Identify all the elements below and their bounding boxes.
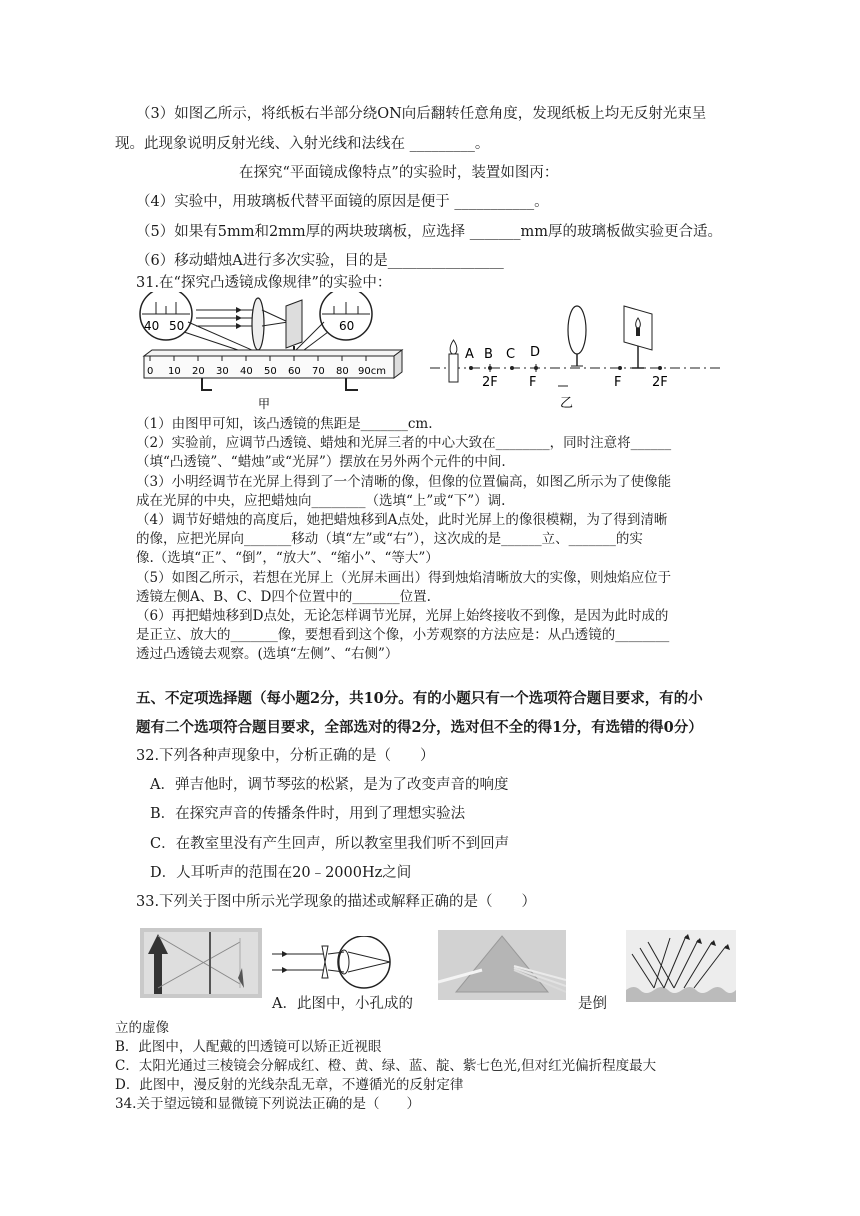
q33-figure-eye [268,936,398,996]
q6-line: （6）移动蜡烛A进行多次实验，目的是________________ [136,253,504,269]
q3-line-a: （3）如图乙所示，将纸板右半部分绕ON向后翻转任意角度，发现纸板上均无反射光束呈 [136,106,707,122]
section5-heading-line1: 五、不定项选择题（每小题2分，共10分。有的小题只有一个选项符合题目要求，有的小 [136,690,703,707]
tick-60: 60 [288,366,301,377]
q31-part-1: （1）由图甲可知，该凸透镜的焦距是_______cm. [136,416,433,432]
screen [286,300,302,348]
tick-30: 30 [216,366,229,377]
concave-lens [322,946,328,978]
point-C: C [506,347,516,362]
label-F-left: F [529,375,537,390]
q31-part-2a: （2）实验前，应调节凸透镜、蜡烛和光屏三者的中心大致在________，同时注意将______ [136,435,672,451]
q31-part-4c: 像.（选填“正”、“倒”，“放大”、“缩小”、“等大”） [136,550,439,566]
caption-yi: 乙 [560,396,574,411]
tick-90cm: 90cm [358,366,386,377]
caption-jia: 甲 [258,397,271,411]
q32-option-d: D．人耳听声的范围在20﹣2000Hz之间 [150,865,412,881]
q31-part-6c: 透过凸透镜去观察。(选填“左侧”、“右侧”） [136,646,399,662]
q31-part-4a: （4）调节好蜡烛的高度后，她把蜡烛移到A点处，此时光屏上的像很模糊，为了得到清晰 [136,512,668,528]
figure-jia-optical-bench [136,292,426,412]
tick-10: 10 [168,366,181,377]
q31-part-5b: 透镜左侧A、B、C、D四个位置中的_______位置. [136,589,431,605]
candle [449,354,458,382]
mirror-intro: 在探究“平面镜成像特点”的实验时，装置如图丙： [239,165,559,181]
convex-lens [252,298,264,350]
q33-option-a-part1: A．此图中，小孔成的 [272,996,413,1012]
q3-line-b: 现。此现象说明反射光线、入射光线和法线在 _________。 [115,136,490,152]
tick-0: 0 [147,366,154,377]
q32-option-a: A．弹吉他时，调节琴弦的松紧，是为了改变声音的响度 [150,777,509,793]
q31-part-4b: 的像，应把光屏向_______移动（填“左”或“右”），这次成的是______立、_______的实 [136,531,643,547]
q33-option-d: D．此图中，漫反射的光线杂乱无章，不遵循光的反射定律 [115,1077,464,1093]
point-B: B [484,347,493,362]
tick-70: 70 [312,366,325,377]
q31-part-3b: 成在光屏的中央，应把蜡烛向________（选填“上”或“下”）调. [136,493,506,509]
point-D: D [530,345,541,360]
q33-figure-pinhole [140,928,262,998]
q32-option-c: C．在教室里没有产生回声，所以教室里我们听不到回声 [150,836,510,852]
figure-yi-principal-axis [426,300,726,415]
q33-figure-prism [438,930,566,1000]
q32-stem: 32.下列各种声现象中，分析正确的是（ ） [136,748,435,764]
q31-part-3a: （3）小明经调节在光屏上得到了一个清晰的像，但像的位置偏高，如图乙所示为了使像能 [136,474,672,490]
q31-part-6a: （6）再把蜡烛移到D点处，无论怎样调节光屏，光屏上始终接收不到像，是因为此时成的 [136,608,669,624]
q31-stem: 31.在“探究凸透镜成像规律”的实验中： [136,275,392,291]
q33-option-a-part2: 是倒 [578,996,607,1012]
lens-yi [568,306,586,354]
section5-heading-line2: 题有二个选项符合题目要求，全部选对的得2分，选对但不全的得1分，有选错的得0分） [136,719,703,736]
tick-80: 80 [336,366,349,377]
q32-option-b: B．在探究声音的传播条件时，用到了理想实验法 [150,806,466,822]
tick-20: 20 [192,366,205,377]
tick-40: 40 [240,366,253,377]
point-A: A [465,347,474,362]
q33-figure-diffuse-reflection [626,930,736,1002]
q5-line: （5）如果有5mm和2mm厚的两块玻璃板，应选择 _______mm厚的玻璃板做实验更合适。 [136,224,723,240]
q33-option-a-continued: 立的虚像 [115,1020,169,1036]
q31-part-2b: （填“凸透镜”、“蜡烛”或“光屏”）摆放在另外两个元件的中间. [136,454,506,470]
label-F-right: F [614,375,622,390]
q33-option-c: C．太阳光通过三棱镜会分解成红、橙、黄、绿、蓝、靛、紫七色光,但对红光偏折程度最大 [115,1058,657,1074]
tick-50: 50 [264,366,277,377]
q31-part-6b: 是正立、放大的_______像，要想看到这个像，小芳观察的方法应是：从凸透镜的________ [136,627,670,643]
zoom-left-label-50: 50 [169,319,185,333]
zoom-left-label-40: 40 [144,319,160,333]
zoom-right-label-60: 60 [339,319,355,333]
q34-stem: 34.关于望远镜和显微镜下列说法正确的是（ ） [115,1096,420,1112]
label-2F-right: 2F [652,375,668,390]
q33-stem: 33.下列关于图中所示光学现象的描述或解释正确的是（ ） [136,894,537,910]
q4-line: （4）实验中，用玻璃板代替平面镜的原因是便于 ___________。 [136,194,549,210]
q31-part-5a: （5）如图乙所示，若想在光屏上（光屏未画出）得到烛焰清晰放大的实像，则烛焰应位于 [136,570,672,586]
label-2F-left: 2F [482,375,498,390]
q33-option-b: B．此图中，人配戴的凹透镜可以矫正近视眼 [115,1039,382,1055]
